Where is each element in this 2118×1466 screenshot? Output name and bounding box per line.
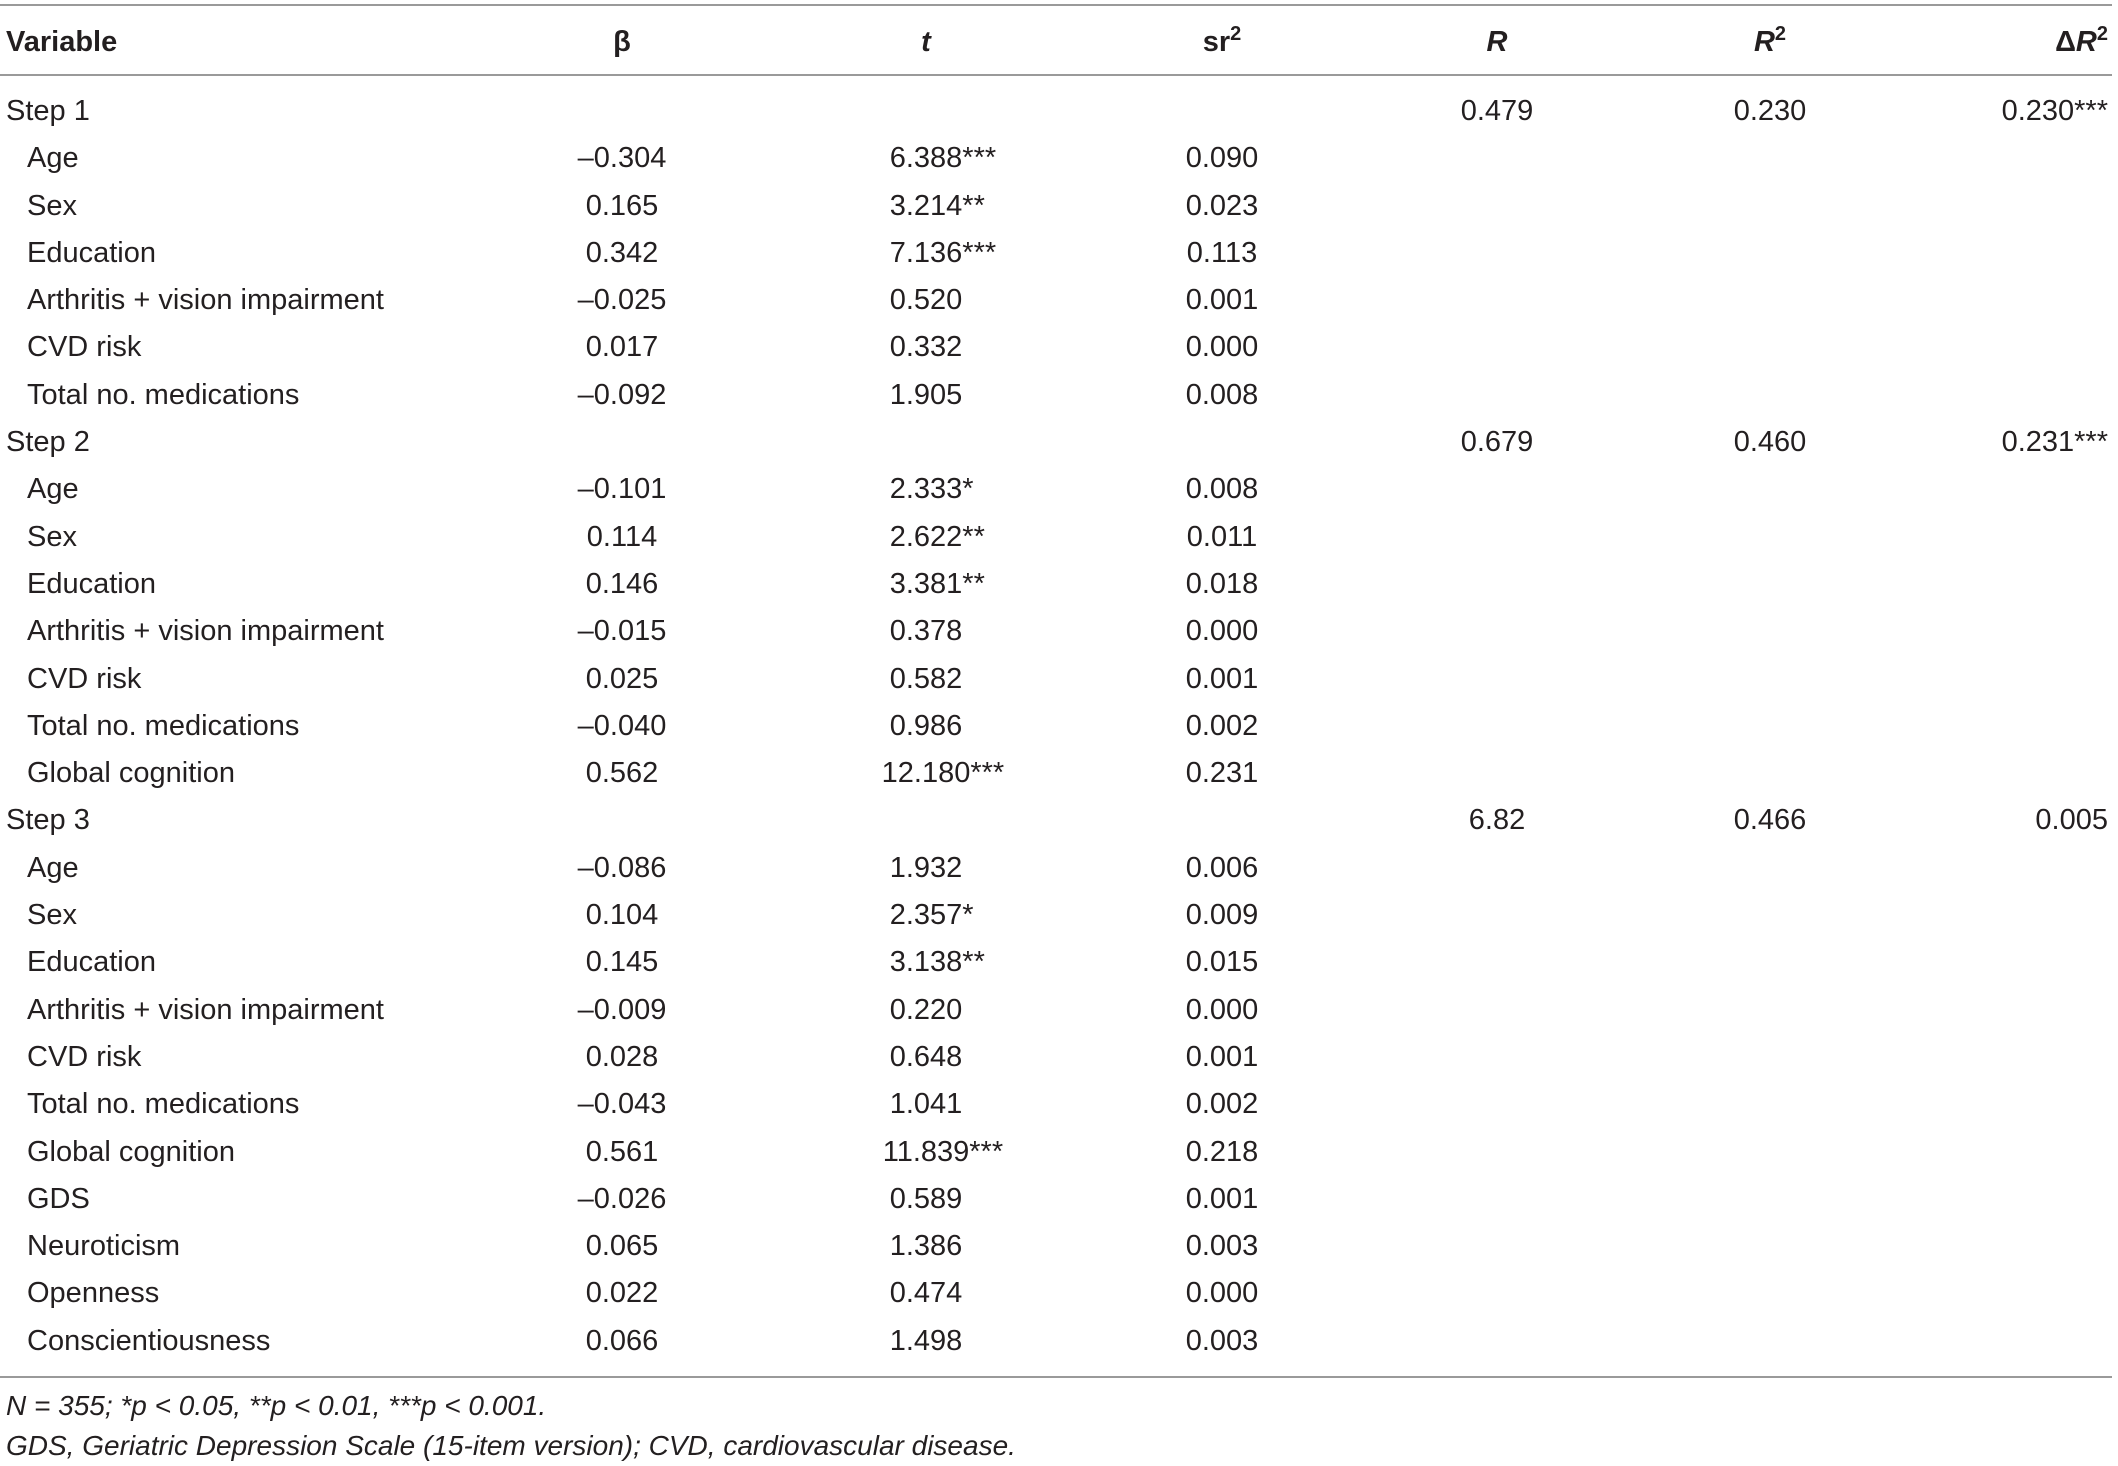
- cell-beta-value: 0.114: [586, 520, 658, 553]
- cell-variable: Age: [27, 851, 79, 884]
- cell-beta-value: 0.028: [585, 1040, 659, 1073]
- cell-beta-value: –0.043: [577, 1088, 667, 1121]
- table-row: [0, 892, 2112, 939]
- cell-variable: Education: [27, 946, 156, 979]
- cell-beta-value: –0.304: [577, 142, 667, 175]
- cell-beta-value: –0.092: [577, 378, 667, 411]
- cell-t-value: [890, 892, 963, 939]
- cell-t-significance: **: [962, 520, 985, 553]
- cell-beta-value: 0.065: [585, 1230, 659, 1263]
- cell-t-number: 1.386: [889, 1230, 963, 1263]
- cell-beta-value: 0.165: [585, 189, 659, 222]
- cell-t-value: [883, 1129, 970, 1176]
- header-sr2-sup: 2: [1230, 23, 1242, 45]
- header-t-label: t: [921, 26, 931, 58]
- cell-t-value: [890, 230, 963, 277]
- table-row: [0, 987, 2112, 1034]
- cell-sr2-value: 0.023: [1185, 189, 1259, 222]
- cell-variable: Global cognition: [27, 757, 235, 790]
- cell-beta-value: 0.022: [585, 1277, 659, 1310]
- cell-variable: Arthritis + vision impairment: [27, 284, 384, 317]
- cell-sr2-value: 0.001: [1185, 662, 1259, 695]
- header-r-label: R: [1486, 26, 1508, 58]
- cell-beta-value: 0.104: [585, 899, 659, 932]
- cell-t-significance: ***: [970, 757, 1005, 790]
- cell-t-number: 3.214: [889, 189, 963, 222]
- cell-t-significance: ***: [962, 236, 997, 269]
- cell-r-value: 0.479: [1460, 95, 1534, 127]
- table-row: [0, 135, 2112, 182]
- step-row: [0, 88, 2112, 135]
- table-header-rule: [0, 74, 2112, 76]
- header-r2-base: R: [1753, 26, 1775, 58]
- table-row: [0, 1034, 2112, 1081]
- table-header-row: [0, 14, 2112, 70]
- cell-variable: CVD risk: [27, 1040, 142, 1073]
- cell-sr2-value: 0.011: [1186, 520, 1258, 553]
- cell-t-value: [890, 939, 963, 986]
- table-row: [0, 1223, 2112, 1270]
- cell-sr2-value: 0.003: [1185, 1230, 1259, 1263]
- cell-beta-value: 0.145: [585, 946, 659, 979]
- table-row: [0, 845, 2112, 892]
- table-body: [0, 88, 2112, 1365]
- cell-t-number: 3.138: [889, 946, 963, 979]
- table-bottom-rule: [0, 1376, 2112, 1378]
- cell-delta-r2: 0.231***: [2001, 426, 2108, 459]
- footnote-abbreviations: GDS, Geriatric Depression Scale (15-item version); CVD, cardiovascular disease.: [6, 1430, 1016, 1461]
- cell-sr2-value: 0.090: [1185, 142, 1259, 175]
- header-sr2-base: sr: [1202, 26, 1231, 58]
- cell-t-significance: **: [962, 946, 985, 979]
- cell-t-significance: **: [962, 189, 985, 222]
- cell-t-number: 1.041: [889, 1088, 963, 1121]
- cell-sr2-value: 0.001: [1185, 1182, 1259, 1215]
- header-delta-r2: [2055, 14, 2108, 70]
- cell-sr2-value: 0.001: [1185, 284, 1259, 317]
- cell-t-number: 6.388: [889, 142, 963, 175]
- cell-sr2-value: 0.113: [1186, 236, 1258, 269]
- cell-delta-r2: 0.005: [2035, 804, 2108, 837]
- cell-r-value: 6.82: [1468, 804, 1526, 837]
- cell-variable: GDS: [27, 1182, 90, 1215]
- cell-sr2-value: 0.002: [1185, 1088, 1259, 1121]
- cell-sr2-value: 0.008: [1185, 473, 1259, 506]
- header-delta-r2-prefix: Δ: [2055, 26, 2076, 58]
- cell-r2-value: 0.230: [1733, 95, 1807, 127]
- cell-t-value: [890, 183, 963, 230]
- cell-t-value: [890, 1081, 963, 1128]
- table-row: [0, 1318, 2112, 1365]
- cell-variable: CVD risk: [27, 662, 142, 695]
- cell-beta-value: –0.025: [577, 284, 667, 317]
- cell-r2-value: 0.460: [1733, 426, 1807, 459]
- cell-sr2-value: 0.008: [1185, 378, 1259, 411]
- cell-variable: Step 3: [6, 804, 90, 837]
- cell-variable: Education: [27, 567, 156, 600]
- cell-t-value: [890, 703, 963, 750]
- table-row: [0, 372, 2112, 419]
- cell-sr2-value: 0.218: [1185, 1135, 1259, 1168]
- cell-sr2-value: 0.000: [1185, 993, 1259, 1026]
- cell-sr2-value: 0.000: [1185, 615, 1259, 648]
- header-beta-label: β: [613, 26, 631, 58]
- cell-t-value: [890, 845, 963, 892]
- header-r2-sup: 2: [1774, 23, 1787, 45]
- cell-beta-value: 0.066: [585, 1324, 659, 1357]
- cell-variable: Conscientiousness: [27, 1324, 271, 1357]
- cell-t-significance: **: [962, 567, 985, 600]
- footnote-significance: N = 355; *p < 0.05, **p < 0.01, ***p < 0.001.: [6, 1390, 547, 1421]
- cell-t-number: 7.136: [889, 236, 963, 269]
- cell-beta-value: –0.086: [577, 851, 667, 884]
- cell-beta-value: –0.015: [577, 615, 667, 648]
- cell-variable: Arthritis + vision impairment: [27, 615, 384, 648]
- cell-t-number: 0.582: [889, 662, 963, 695]
- cell-t-number: 2.333: [889, 473, 963, 506]
- cell-sr2-value: 0.231: [1185, 757, 1259, 790]
- cell-t-number: 1.905: [889, 378, 963, 411]
- cell-delta-r2: 0.230***: [2001, 95, 2108, 127]
- cell-t-number: 0.474: [889, 1277, 963, 1310]
- cell-t-number: 0.589: [889, 1182, 963, 1215]
- table-row: [0, 608, 2112, 655]
- cell-t-value: [890, 656, 963, 703]
- cell-t-value: [882, 750, 971, 797]
- cell-t-value: [890, 466, 963, 513]
- table-row: [0, 750, 2112, 797]
- cell-t-number: 12.180: [881, 757, 971, 790]
- table-row: [0, 466, 2112, 513]
- cell-variable: Step 2: [6, 426, 90, 459]
- cell-t-value: [890, 324, 963, 371]
- cell-variable: Openness: [27, 1277, 160, 1310]
- cell-t-value: [890, 987, 963, 1034]
- cell-t-value: [890, 1223, 963, 1270]
- cell-t-value: [890, 372, 963, 419]
- table-row: [0, 703, 2112, 750]
- table-row: [0, 324, 2112, 371]
- header-delta-r2-base: R: [2075, 26, 2097, 58]
- cell-variable: Sex: [27, 899, 77, 932]
- cell-variable: Age: [27, 473, 79, 506]
- cell-beta-value: 0.146: [585, 567, 659, 600]
- table-row: [0, 230, 2112, 277]
- cell-sr2-value: 0.015: [1185, 946, 1259, 979]
- header-sr2-label: [1203, 14, 1242, 70]
- cell-r-value: 0.679: [1460, 426, 1534, 459]
- cell-variable: Total no. medications: [27, 709, 300, 742]
- cell-sr2-value: 0.000: [1185, 1277, 1259, 1310]
- cell-t-number: 11.839: [882, 1135, 970, 1168]
- cell-t-value: [890, 1034, 963, 1081]
- cell-t-value: [890, 608, 963, 655]
- cell-beta-value: 0.017: [585, 331, 659, 364]
- cell-t-number: 1.932: [889, 851, 963, 884]
- step-row: [0, 797, 2112, 844]
- cell-t-significance: ***: [969, 1135, 1004, 1168]
- cell-t-significance: *: [962, 899, 974, 932]
- cell-t-number: 2.357: [889, 899, 963, 932]
- cell-beta-value: 0.562: [585, 757, 659, 790]
- header-r2-label: [1754, 14, 1786, 70]
- header-delta-r2-sup: 2: [2096, 23, 2108, 45]
- cell-variable: Step 1: [6, 95, 90, 127]
- cell-beta-value: –0.009: [577, 993, 667, 1026]
- cell-t-significance: ***: [962, 142, 997, 175]
- cell-t-number: 0.332: [889, 331, 963, 364]
- cell-sr2-value: 0.009: [1185, 899, 1259, 932]
- table-row: [0, 656, 2112, 703]
- cell-t-number: 2.622: [889, 520, 963, 553]
- cell-t-value: [890, 561, 963, 608]
- cell-t-number: 1.498: [889, 1324, 963, 1357]
- table-row: [0, 514, 2112, 561]
- cell-variable: Total no. medications: [27, 1088, 300, 1121]
- cell-sr2-value: 0.018: [1185, 567, 1259, 600]
- cell-t-value: [890, 1270, 963, 1317]
- table-row: [0, 1176, 2112, 1223]
- cell-t-number: 0.648: [889, 1040, 963, 1073]
- cell-t-value: [890, 514, 963, 561]
- table-row: [0, 939, 2112, 986]
- step-row: [0, 419, 2112, 466]
- cell-beta-value: 0.561: [585, 1135, 659, 1168]
- cell-variable: CVD risk: [27, 331, 142, 364]
- cell-sr2-value: 0.001: [1185, 1040, 1259, 1073]
- table-top-rule: [0, 4, 2112, 6]
- cell-variable: Sex: [27, 520, 77, 553]
- cell-t-number: 0.986: [889, 709, 963, 742]
- cell-t-value: [890, 1176, 963, 1223]
- table-row: [0, 277, 2112, 324]
- cell-beta-value: 0.342: [585, 236, 659, 269]
- table-row: [0, 1081, 2112, 1128]
- cell-t-number: 3.381: [889, 567, 963, 600]
- cell-variable: Sex: [27, 189, 77, 222]
- cell-beta-value: 0.025: [585, 662, 659, 695]
- cell-t-significance: *: [962, 473, 974, 506]
- cell-beta-value: –0.026: [577, 1182, 667, 1215]
- table-row: [0, 1270, 2112, 1317]
- cell-t-number: 0.378: [889, 615, 963, 648]
- cell-r2-value: 0.466: [1733, 804, 1807, 837]
- cell-t-value: [890, 135, 963, 182]
- cell-variable: Arthritis + vision impairment: [27, 993, 384, 1026]
- cell-variable: Neuroticism: [27, 1230, 181, 1263]
- cell-t-value: [890, 1318, 963, 1365]
- table-footnotes: [6, 1386, 1016, 1466]
- cell-t-number: 0.220: [889, 993, 963, 1026]
- header-variable: Variable: [6, 26, 118, 58]
- cell-variable: Age: [27, 142, 79, 175]
- cell-beta-value: –0.101: [577, 473, 667, 506]
- cell-variable: Total no. medications: [27, 378, 300, 411]
- cell-sr2-value: 0.000: [1185, 331, 1259, 364]
- cell-variable: Global cognition: [27, 1135, 235, 1168]
- table-row: [0, 561, 2112, 608]
- cell-t-value: [890, 277, 963, 324]
- cell-t-number: 0.520: [889, 284, 963, 317]
- cell-beta-value: –0.040: [577, 709, 667, 742]
- cell-sr2-value: 0.006: [1185, 851, 1259, 884]
- table-row: [0, 1129, 2112, 1176]
- cell-variable: Education: [27, 236, 156, 269]
- table-row: [0, 183, 2112, 230]
- cell-sr2-value: 0.002: [1185, 709, 1259, 742]
- cell-sr2-value: 0.003: [1185, 1324, 1259, 1357]
